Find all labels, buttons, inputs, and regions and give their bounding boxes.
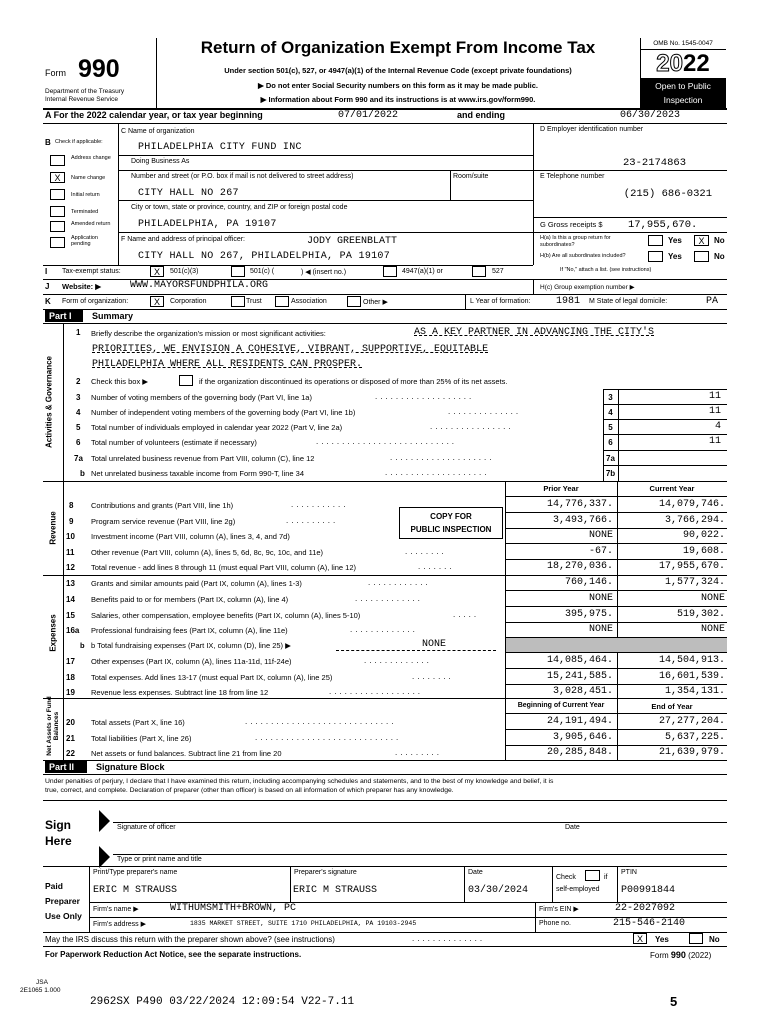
website-url[interactable]: WWW.MAYORSFUNDPHILA.ORG	[130, 280, 269, 291]
and-ending-label: and ending	[457, 110, 505, 120]
line-3-value: 11	[708, 391, 721, 402]
line-7a-leader: ....................	[390, 453, 495, 462]
line-20-leader: .............................	[245, 717, 397, 726]
line-8-current: 14,079,746.	[658, 499, 725, 510]
status-insert-no: ) ◀ (insert no.)	[301, 269, 347, 276]
line-16b-label: b Total fundraising expenses (Part IX, column (D), line 25) ▶	[91, 641, 291, 650]
line-18-text: Total expenses. Add lines 13-17 (must equal Part IX, column (A), line 25)	[91, 673, 333, 682]
line-a-label: A For the 2022 calendar year, or tax year beginning	[45, 110, 263, 120]
line-4-leader: ..............	[448, 407, 522, 416]
org-other-label: Other ▶	[363, 299, 388, 306]
tax-exempt-status-label: Tax-exempt status:	[62, 268, 121, 275]
paperwork-notice: For Paperwork Reduction Act Notice, see the separate instructions.	[45, 950, 302, 959]
subordinates-no-checkbox[interactable]	[694, 251, 709, 262]
subordinates-yes-label: Yes	[668, 252, 682, 261]
type-name-title-label[interactable]: Type or print name and title	[117, 856, 202, 863]
line-15-current: 519,302.	[676, 609, 725, 620]
line-18-leader: ........	[412, 672, 454, 681]
line-20-begin: 24,191,494.	[546, 716, 613, 727]
mission-line-1: AS A KEY PARTNER IN ADVANCING THE CITY'S	[414, 327, 655, 338]
line-7a-num: 7a	[74, 454, 83, 463]
checkbox-terminated[interactable]	[50, 206, 65, 217]
line-6-num: 6	[76, 438, 81, 447]
checkbox-amended-return[interactable]	[50, 221, 65, 232]
form-title: Return of Organization Exempt From Income Tax	[200, 38, 596, 57]
part-1-title: Summary	[92, 311, 134, 321]
check-label: Check	[556, 874, 576, 881]
checkbox-address-change[interactable]	[50, 155, 65, 166]
line-2-num: 2	[76, 377, 81, 386]
page-number: 5	[670, 994, 678, 1009]
preparer-ptin: P00991844	[621, 885, 676, 896]
side-activities-governance: Activities & Governance	[44, 355, 54, 449]
line-5-text: Total number of individuals employed in calendar year 2022 (Part V, line 2a)	[91, 423, 343, 432]
line-20-end: 27,277,204.	[658, 716, 725, 727]
sign-arrow-icon	[99, 810, 111, 832]
org-association-label: Association	[291, 298, 327, 305]
website-label: Website: ▶	[62, 282, 101, 291]
line-6-leader: ...........................	[316, 437, 458, 446]
line-16a-prior: NONE	[588, 624, 613, 635]
line-6-text: Total number of volunteers (estimate if necessary)	[91, 438, 257, 447]
ptin-header: PTIN	[621, 869, 637, 876]
org-trust-label: Trust	[246, 298, 262, 305]
line-21-begin: 3,905,646.	[552, 732, 613, 743]
line-13-leader: ............	[368, 578, 431, 587]
preparer-date-header: Date	[468, 869, 483, 876]
org-name: PHILADELPHIA CITY FUND INC	[138, 142, 302, 153]
preparer-name-header: Print/Type preparer's name	[93, 869, 178, 876]
opt-name-change: Name change	[71, 175, 106, 181]
line-12-num: 12	[66, 563, 75, 572]
line-5-num: 5	[76, 423, 81, 432]
line-17-leader: .............	[364, 656, 432, 665]
phone-label: E Telephone number	[540, 173, 605, 180]
preparer-label: Preparer	[45, 896, 80, 906]
group-return-question: H(a) Is this a group return for subordinates?	[540, 235, 611, 248]
sign-label: Sign	[45, 818, 71, 832]
line-13-num: 13	[66, 579, 75, 588]
org-corporation-label: Corporation	[170, 298, 207, 305]
line-19-num: 19	[66, 688, 75, 697]
line-10-current: 90,022.	[682, 530, 725, 541]
line-18-prior: 15,241,585.	[546, 671, 613, 682]
status-4947-label: 4947(a)(1) or	[402, 268, 443, 275]
subordinates-no-label: No	[714, 252, 725, 261]
line-k-label: K	[45, 297, 51, 306]
form-code: 2E1065 1.000	[20, 987, 61, 994]
line-13-prior: 760,146.	[564, 577, 613, 588]
line-9-leader: ..........	[286, 516, 339, 525]
irs-discuss-no-label: No	[709, 935, 720, 944]
opt-application-pending: Application pending	[71, 235, 98, 247]
line-14-prior: NONE	[588, 593, 613, 604]
line-22-begin: 20,285,848.	[546, 747, 613, 758]
line-7b-box-num: 7b	[605, 469, 616, 478]
principal-officer: JODY GREENBLATT	[307, 236, 398, 247]
line-17-current: 14,504,913.	[658, 655, 725, 666]
line-12-text: Total revenue - add lines 8 through 11 (must equal Part VIII, column (A), line 12)	[91, 563, 356, 572]
line-20-num: 20	[66, 718, 75, 727]
line-8-text: Contributions and grants (Part VIII, line 1h)	[91, 501, 234, 510]
line-22-num: 22	[66, 749, 75, 758]
year-formation-value: 1981	[556, 296, 581, 307]
line-9-current: 3,766,294.	[664, 515, 725, 526]
line-10-prior: NONE	[588, 530, 613, 541]
line-1-text: Briefly describe the organization's mission or most significant activities:	[91, 329, 326, 338]
firm-ein-label: Firm's EIN ▶	[539, 906, 579, 913]
opt-terminated: Terminated	[71, 209, 99, 215]
irs-discuss-no-checkbox[interactable]	[689, 933, 703, 944]
line-1-num: 1	[76, 328, 81, 337]
line-18-num: 18	[66, 673, 75, 682]
ein-label: D Employer identification number	[540, 126, 644, 133]
form-label: Form	[45, 68, 66, 78]
line-4-text: Number of independent voting members of the governing body (Part VI, line 1b)	[91, 408, 356, 417]
line-14-current: NONE	[700, 593, 725, 604]
form-info-link: ▶ Information about Form 990 and its instructions is at www.irs.gov/form990.	[260, 95, 536, 104]
line-15-num: 15	[66, 611, 75, 620]
sign-date-label: Date	[565, 824, 580, 831]
mission-line-2: PRIORITIES, WE ENVISION A COHESIVE, VIBRANT, SUPPORTIVE, EQUITABLE	[92, 344, 489, 355]
type-name-arrow-icon	[99, 846, 111, 868]
line-9-text: Program service revenue (Part VIII, line 2g)	[91, 517, 236, 526]
line-10-text: Investment income (Part VIII, column (A), lines 3, 4, and 7d)	[91, 532, 290, 541]
line-9-prior: 3,493,766.	[552, 515, 613, 526]
line-i-label: I	[45, 267, 48, 276]
line-14-num: 14	[66, 595, 75, 604]
line-5-box-num: 5	[608, 423, 613, 432]
ssn-warning: ▶ Do not enter Social Security numbers on this form as it may be made public.	[258, 81, 538, 90]
line-7b-leader: ....................	[385, 468, 490, 477]
line-22-end: 21,639,979.	[658, 747, 725, 758]
form-subtitle: Under section 501(c), 527, or 4947(a)(1) of the Internal Revenue Code (except private foundations)	[224, 66, 572, 75]
group-return-yes-checkbox[interactable]	[648, 235, 663, 246]
preparer-signature-header: Preparer's signature	[294, 869, 357, 876]
line-17-text: Other expenses (Part IX, column (A), lines 11a-11d, 11f-24e)	[91, 657, 292, 666]
checkbox-application-pending[interactable]	[50, 237, 65, 248]
line-2-text-a: Check this box ▶	[91, 377, 149, 386]
line-21-num: 21	[66, 734, 75, 743]
line-19-text: Revenue less expenses. Subtract line 18 from line 12	[91, 688, 269, 697]
perjury-declaration-2: true, correct, and complete. Declaration of preparer (other than officer) is based on all information of which preparer has any knowledge.	[45, 787, 454, 794]
line-17-num: 17	[66, 657, 75, 666]
line-19-current: 1,354,131.	[664, 686, 725, 697]
firm-ein: 22-2027092	[615, 903, 676, 914]
line-17-prior: 14,085,464.	[546, 655, 613, 666]
line-22-text: Net assets or fund balances. Subtract line 21 from line 20	[91, 749, 282, 758]
firm-phone-label: Phone no.	[539, 920, 571, 927]
line-21-leader: ............................	[255, 733, 402, 742]
line-4-box-num: 4	[608, 408, 613, 417]
phone-value: (215) 686-0321	[623, 188, 712, 200]
line-6-value: 11	[708, 436, 721, 447]
city-label: City or town, state or province, country, and ZIP or foreign postal code	[131, 204, 348, 211]
checkbox-name-change[interactable]: X	[50, 172, 65, 183]
org-name-label: C Name of organization	[121, 128, 195, 135]
part-1-tag: Part I	[45, 310, 83, 322]
group-exemption-label: H(c) Group exemption number ▶	[540, 284, 635, 291]
line-11-text: Other revenue (Part VIII, column (A), lines 5, 6d, 8c, 9c, 10c, and 11e)	[91, 548, 324, 557]
attach-list-note: If "No," attach a list. (see instructions)	[560, 267, 652, 273]
col-prior-year: Prior Year	[543, 484, 579, 493]
tax-year-begin: 07/01/2022	[338, 110, 399, 121]
omb-number: OMB No. 1545-0047	[653, 40, 713, 47]
group-return-no-label: No	[714, 236, 725, 245]
line-21-text: Total liabilities (Part X, line 26)	[91, 734, 192, 743]
col-end-year: End of Year	[651, 702, 693, 711]
line-19-leader: ..................	[329, 687, 424, 696]
line-16a-leader: .............	[350, 625, 418, 634]
dba-label: Doing Business As	[131, 158, 190, 165]
preparer-date: 03/30/2024	[468, 885, 529, 896]
state-domicile-value: PA	[706, 296, 719, 307]
public-inspection-badge: Open to Public Inspection	[640, 78, 726, 108]
check-if-applicable: Check if applicable:	[55, 139, 103, 145]
street-label: Number and street (or P.O. box if mail is not delivered to street address)	[131, 173, 354, 180]
org-other-checkbox[interactable]	[347, 296, 361, 307]
status-501c3-checkbox[interactable]: X	[150, 266, 164, 277]
org-street: CITY HALL NO 267	[138, 188, 239, 199]
org-city: PHILADELPHIA, PA 19107	[138, 219, 277, 230]
line-12-current: 17,955,670.	[658, 561, 725, 572]
opt-initial-return: Initial return	[71, 192, 100, 198]
line-7a-box-num: 7a	[606, 454, 615, 463]
firm-name: WITHUMSMITH+BROWN, PC	[170, 903, 297, 914]
gross-receipts-label: G Gross receipts $	[540, 220, 603, 229]
firm-name-label: Firm's name ▶	[93, 906, 139, 913]
line-16a-num: 16a	[66, 626, 80, 635]
part-2-tag: Part II	[45, 761, 87, 773]
signature-officer-label[interactable]: Signature of officer	[117, 824, 176, 831]
line-16b-shaded	[506, 638, 727, 652]
status-527-label: 527	[492, 268, 504, 275]
line-4-num: 4	[76, 408, 81, 417]
line-13-current: 1,577,324.	[664, 577, 725, 588]
line-j-label: J	[45, 282, 50, 291]
mission-line-3: PHILADELPHIA WHERE ALL RESIDENTS CAN PROSPER.	[92, 359, 363, 370]
irs-discuss-yes-label: Yes	[655, 935, 669, 944]
line-18-current: 16,601,539.	[658, 671, 725, 682]
tax-year-end: 06/30/2023	[620, 110, 681, 121]
line-7b-text: Net unrelated business taxable income from Form 990-T, line 34	[91, 469, 305, 478]
copy-for-public-inspection-stamp: COPY FOR PUBLIC INSPECTION	[399, 507, 503, 539]
gross-receipts-value: 17,955,670.	[628, 219, 698, 231]
side-revenue: Revenue	[48, 511, 58, 545]
status-527-checkbox[interactable]	[472, 266, 486, 277]
line-3-leader: ...................	[375, 392, 475, 401]
line-20-text: Total assets (Part X, line 16)	[91, 718, 185, 727]
group-return-no-checkbox[interactable]: X	[694, 235, 709, 246]
line-11-prior: -67.	[588, 546, 613, 557]
opt-amended-return: Amended return	[71, 221, 111, 227]
status-501c-label: 501(c) (	[250, 268, 275, 275]
line-13-text: Grants and similar amounts paid (Part IX, column (A), lines 1-3)	[91, 579, 302, 588]
use-only-label: Use Only	[45, 911, 82, 921]
line-19-prior: 3,028,451.	[552, 686, 613, 697]
line-12-prior: 18,270,036.	[546, 561, 613, 572]
line-11-leader: ........	[405, 547, 447, 556]
preparer-name: ERIC M STRAUSS	[93, 885, 178, 896]
line-16b-text: b	[80, 641, 85, 650]
perjury-declaration-1: Under penalties of perjury, I declare that I have examined this return, including accompanying schedules and statements, and to the best of my knowledge and belief, it is	[45, 778, 554, 785]
firm-address: 1835 MARKET STREET, SUITE 1710 PHILADELPHIA, PA 19103-2945	[190, 920, 417, 927]
status-4947-checkbox[interactable]	[383, 266, 397, 277]
line-6-box-num: 6	[608, 438, 613, 447]
line-8-num: 8	[69, 501, 74, 510]
side-expenses: Expenses	[48, 614, 58, 652]
firm-phone: 215-546-2140	[613, 918, 686, 929]
line-10-num: 10	[66, 532, 75, 541]
discontinued-checkbox[interactable]	[179, 375, 193, 386]
self-employed-label: self-employed	[556, 886, 600, 893]
line-15-text: Salaries, other compensation, employee benefits (Part IX, column (A), lines 5-10)	[91, 611, 361, 620]
status-501c-checkbox[interactable]	[231, 266, 245, 277]
form-number: 990	[78, 55, 120, 83]
line-22-leader: .........	[395, 748, 443, 757]
opt-address-change: Address change	[71, 155, 111, 161]
subordinates-yes-checkbox[interactable]	[648, 251, 663, 262]
form-of-org-label: Form of organization:	[62, 298, 129, 305]
line-11-num: 11	[66, 548, 75, 557]
dept-line1: Department of the Treasury	[45, 88, 125, 95]
check-if-label: if	[604, 874, 608, 881]
ein-value: 23-2174863	[622, 157, 686, 169]
line-3-num: 3	[76, 393, 81, 402]
dept-line2: Internal Revenue Service	[45, 96, 118, 103]
col-current-year: Current Year	[649, 484, 695, 493]
line-16a-current: NONE	[700, 624, 725, 635]
org-association-checkbox[interactable]	[275, 296, 289, 307]
line-16a-text: Professional fundraising fees (Part IX, column (A), line 11e)	[91, 626, 288, 635]
status-501c3-label: 501(c)(3)	[170, 268, 199, 275]
line-7a-text: Total unrelated business revenue from Part VIII, column (C), line 12	[91, 454, 315, 463]
side-net-assets: Net Assets or Fund Balances	[46, 696, 60, 756]
tax-year: 2022	[656, 50, 710, 77]
checkbox-initial-return[interactable]	[50, 189, 65, 200]
print-stamp: 2962SX P490 03/22/2024 12:09:54 V22-7.11	[90, 996, 355, 1008]
line-7b-num: b	[80, 469, 85, 478]
state-domicile-label: M State of legal domicile:	[589, 298, 668, 305]
principal-officer-label: F Name and address of principal officer:	[121, 236, 245, 243]
line-5-value: 4	[714, 421, 721, 432]
form-reference: Form 990 (2022)	[650, 950, 712, 960]
preparer-signature: ERIC M STRAUSS	[293, 885, 378, 896]
irs-discuss-question: May the IRS discuss this return with the preparer shown above? (see instructions)	[45, 935, 335, 944]
line-14-text: Benefits paid to or for members (Part IX, column (A), line 4)	[91, 595, 289, 604]
firm-address-label: Firm's address ▶	[93, 921, 147, 928]
line-2-text-b: if the organization discontinued its operations or disposed of more than 25% of its net assets.	[199, 377, 508, 386]
line-3-text: Number of voting members of the governing body (Part VI, line 1a)	[91, 393, 312, 402]
line-15-leader: .....	[453, 610, 480, 619]
line-16b-value: NONE	[422, 639, 447, 650]
room-suite-label: Room/suite	[453, 173, 489, 180]
org-corporation-checkbox[interactable]: X	[150, 296, 164, 307]
self-employed-checkbox[interactable]	[585, 870, 600, 881]
subordinates-question: H(b) Are all subordinates included?	[540, 253, 626, 259]
col-beginning-year: Beginning of Current Year	[517, 702, 605, 709]
line-8-prior: 14,776,337.	[546, 499, 613, 510]
principal-officer-address: CITY HALL NO 267, PHILADELPHIA, PA 19107	[138, 251, 391, 262]
here-label: Here	[45, 834, 72, 848]
line-16b-underline	[336, 640, 496, 651]
line-4-value: 11	[708, 406, 721, 417]
line-5-leader: ................	[430, 422, 514, 431]
jsa-label: JSA	[36, 979, 48, 986]
group-return-yes-label: Yes	[668, 236, 682, 245]
line-9-num: 9	[69, 517, 74, 526]
line-15-prior: 395,975.	[564, 609, 613, 620]
line-3-box-num: 3	[608, 393, 613, 402]
part-2-title: Signature Block	[96, 762, 165, 772]
line-11-current: 19,608.	[682, 546, 725, 557]
section-b-label: B	[45, 138, 51, 147]
line-12-leader: .......	[418, 562, 455, 571]
irs-discuss-leader: ..............	[412, 934, 486, 943]
line-21-end: 5,637,225.	[664, 732, 725, 743]
line-8-leader: ...........	[291, 500, 349, 509]
paid-label: Paid	[45, 881, 63, 891]
org-trust-checkbox[interactable]	[231, 296, 245, 307]
irs-discuss-yes-checkbox[interactable]: X	[633, 933, 647, 944]
line-14-leader: .............	[355, 594, 423, 603]
year-formation-label: L Year of formation:	[470, 298, 531, 305]
